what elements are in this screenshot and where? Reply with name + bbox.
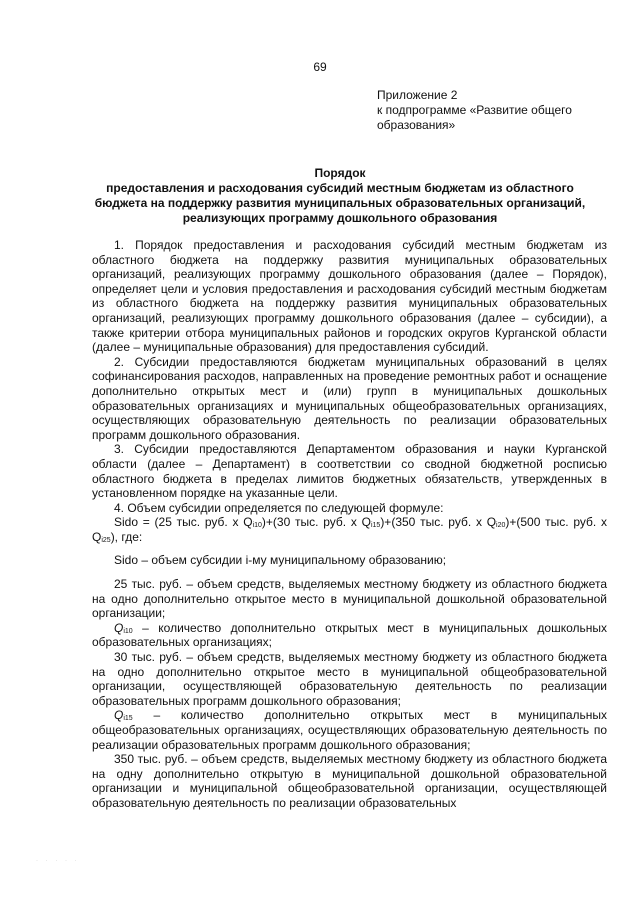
title-line-2: предоставления и расходования субсидий местным бюджетам из областного — [106, 181, 574, 195]
definition-q15-text: – количество дополнительно открытых мест в муниципальных общеобразовательных организациях, осуществляющих образовательную деятельность по реализации образовательных программ дошкольного образования; — [92, 708, 607, 752]
document-body — [92, 238, 607, 811]
var-q15: Q — [114, 708, 124, 723]
paragraph-2: 2. Субсидии предоставляются бюджетам муниципальных образований в целях софинансирования расходов, направленных на проведение ремонтных работ и оснащение дополнительно открытых мест и (или) групп в муниципальных дошкольных образовательных организациях и муниципальных общеобразовательных организациях, осуществляющих образовательную деятельность по реализации образовательных программ дошкольного образования. — [92, 354, 607, 442]
definition-q15 — [92, 708, 607, 752]
definition-350k: 350 тыс. руб. – объем средств, выделяемых местному бюджету из областного бюджета на одну дополнительно открытую в муниципальной дошкольной образовательной организации и муниципальной общеобразовательной организации, осуществляющей образовательную деятельность по реализации образовательных — [92, 752, 607, 810]
formula-sub-1: i10 — [252, 522, 262, 530]
appendix-header — [377, 88, 617, 133]
formula-part-1: Sido = (25 тыс. руб. x Q — [114, 515, 253, 530]
var-q15-sub: i15 — [123, 715, 133, 723]
page-number: 69 — [313, 60, 327, 74]
definition-q10-text: – количество дополнительно открытых мест в муниципальных дошкольных образовательных организациях; — [92, 620, 607, 650]
formula-part-2: )+(30 тыс. руб. x Q — [261, 515, 371, 530]
definition-q10 — [92, 621, 607, 650]
scan-artifact-marks: · · · · · — [36, 858, 80, 864]
paragraph-4: 4. Объем субсидии определяется по следующей формуле: — [114, 500, 444, 515]
formula-part-5: ), где: — [110, 529, 143, 544]
paragraph-3: 3. Субсидии предоставляются Департаментом образования и науки Курганской области (далее – Департамент) в соответствии со сводной бюджетной росписью областного бюджета в пределах лимитов бюджетных обязательств, утвержденных в установленном порядке на указанные цели. — [92, 442, 607, 501]
var-q10: Q — [114, 620, 124, 635]
document-title — [92, 166, 588, 226]
paragraph-1: 1. Порядок предоставления и расходования субсидий местным бюджетам из областного бюджета на поддержку развития муниципальных образовательных организаций, реализующих программу дошкольного образования (далее – Порядок), определяет цели и условия предоставления и расходования субсидий местным бюджетам из областного бюджета на поддержку развития муниципальных образовательных организаций, реализующих программу дошкольного образования (далее – субсидии), а также критерии отбора муниципальных районов и городских округов Курганской области (далее – муниципальные образования) для предоставления субсидий. — [92, 238, 607, 355]
formula-sub-3: i20 — [496, 522, 506, 530]
appendix-line-3: образования» — [377, 118, 456, 132]
var-q10-sub: i10 — [123, 627, 133, 635]
formula-sub-2: i15 — [370, 522, 381, 530]
appendix-line-1: Приложение 2 — [377, 88, 458, 102]
subsidy-formula — [92, 515, 607, 544]
title-line-3: бюджета на поддержку развития муниципальных образовательных организаций, — [94, 196, 586, 210]
definition-30k: 30 тыс. руб. – объем средств, выделяемых местному бюджету из областного бюджета на одно дополнительно открытое место в муниципальной общеобразовательной организации, осуществляющей образовательную деятельность по реализации образовательных программ дошкольного образования; — [92, 650, 607, 708]
definition-25k: 25 тыс. руб. – объем средств, выделяемых местному бюджету из областного бюджета на одно дополнительно открытое место в муниципальной дошкольной образовательной организации; — [92, 577, 607, 621]
formula-sub-4: i25 — [101, 536, 111, 544]
sido-definition: Sido – объем субсидии i-му муниципальному образованию; — [114, 553, 447, 568]
formula-part-3: )+(350 тыс. руб. x Q — [380, 515, 497, 530]
formula-part-4: )+(500 тыс. руб. x Q — [92, 515, 607, 544]
title-line-1: Порядок — [314, 166, 366, 180]
title-line-4: реализующих программу дошкольного образования — [182, 211, 498, 225]
appendix-line-2: к подпрограмме «Развитие общего — [377, 103, 572, 117]
